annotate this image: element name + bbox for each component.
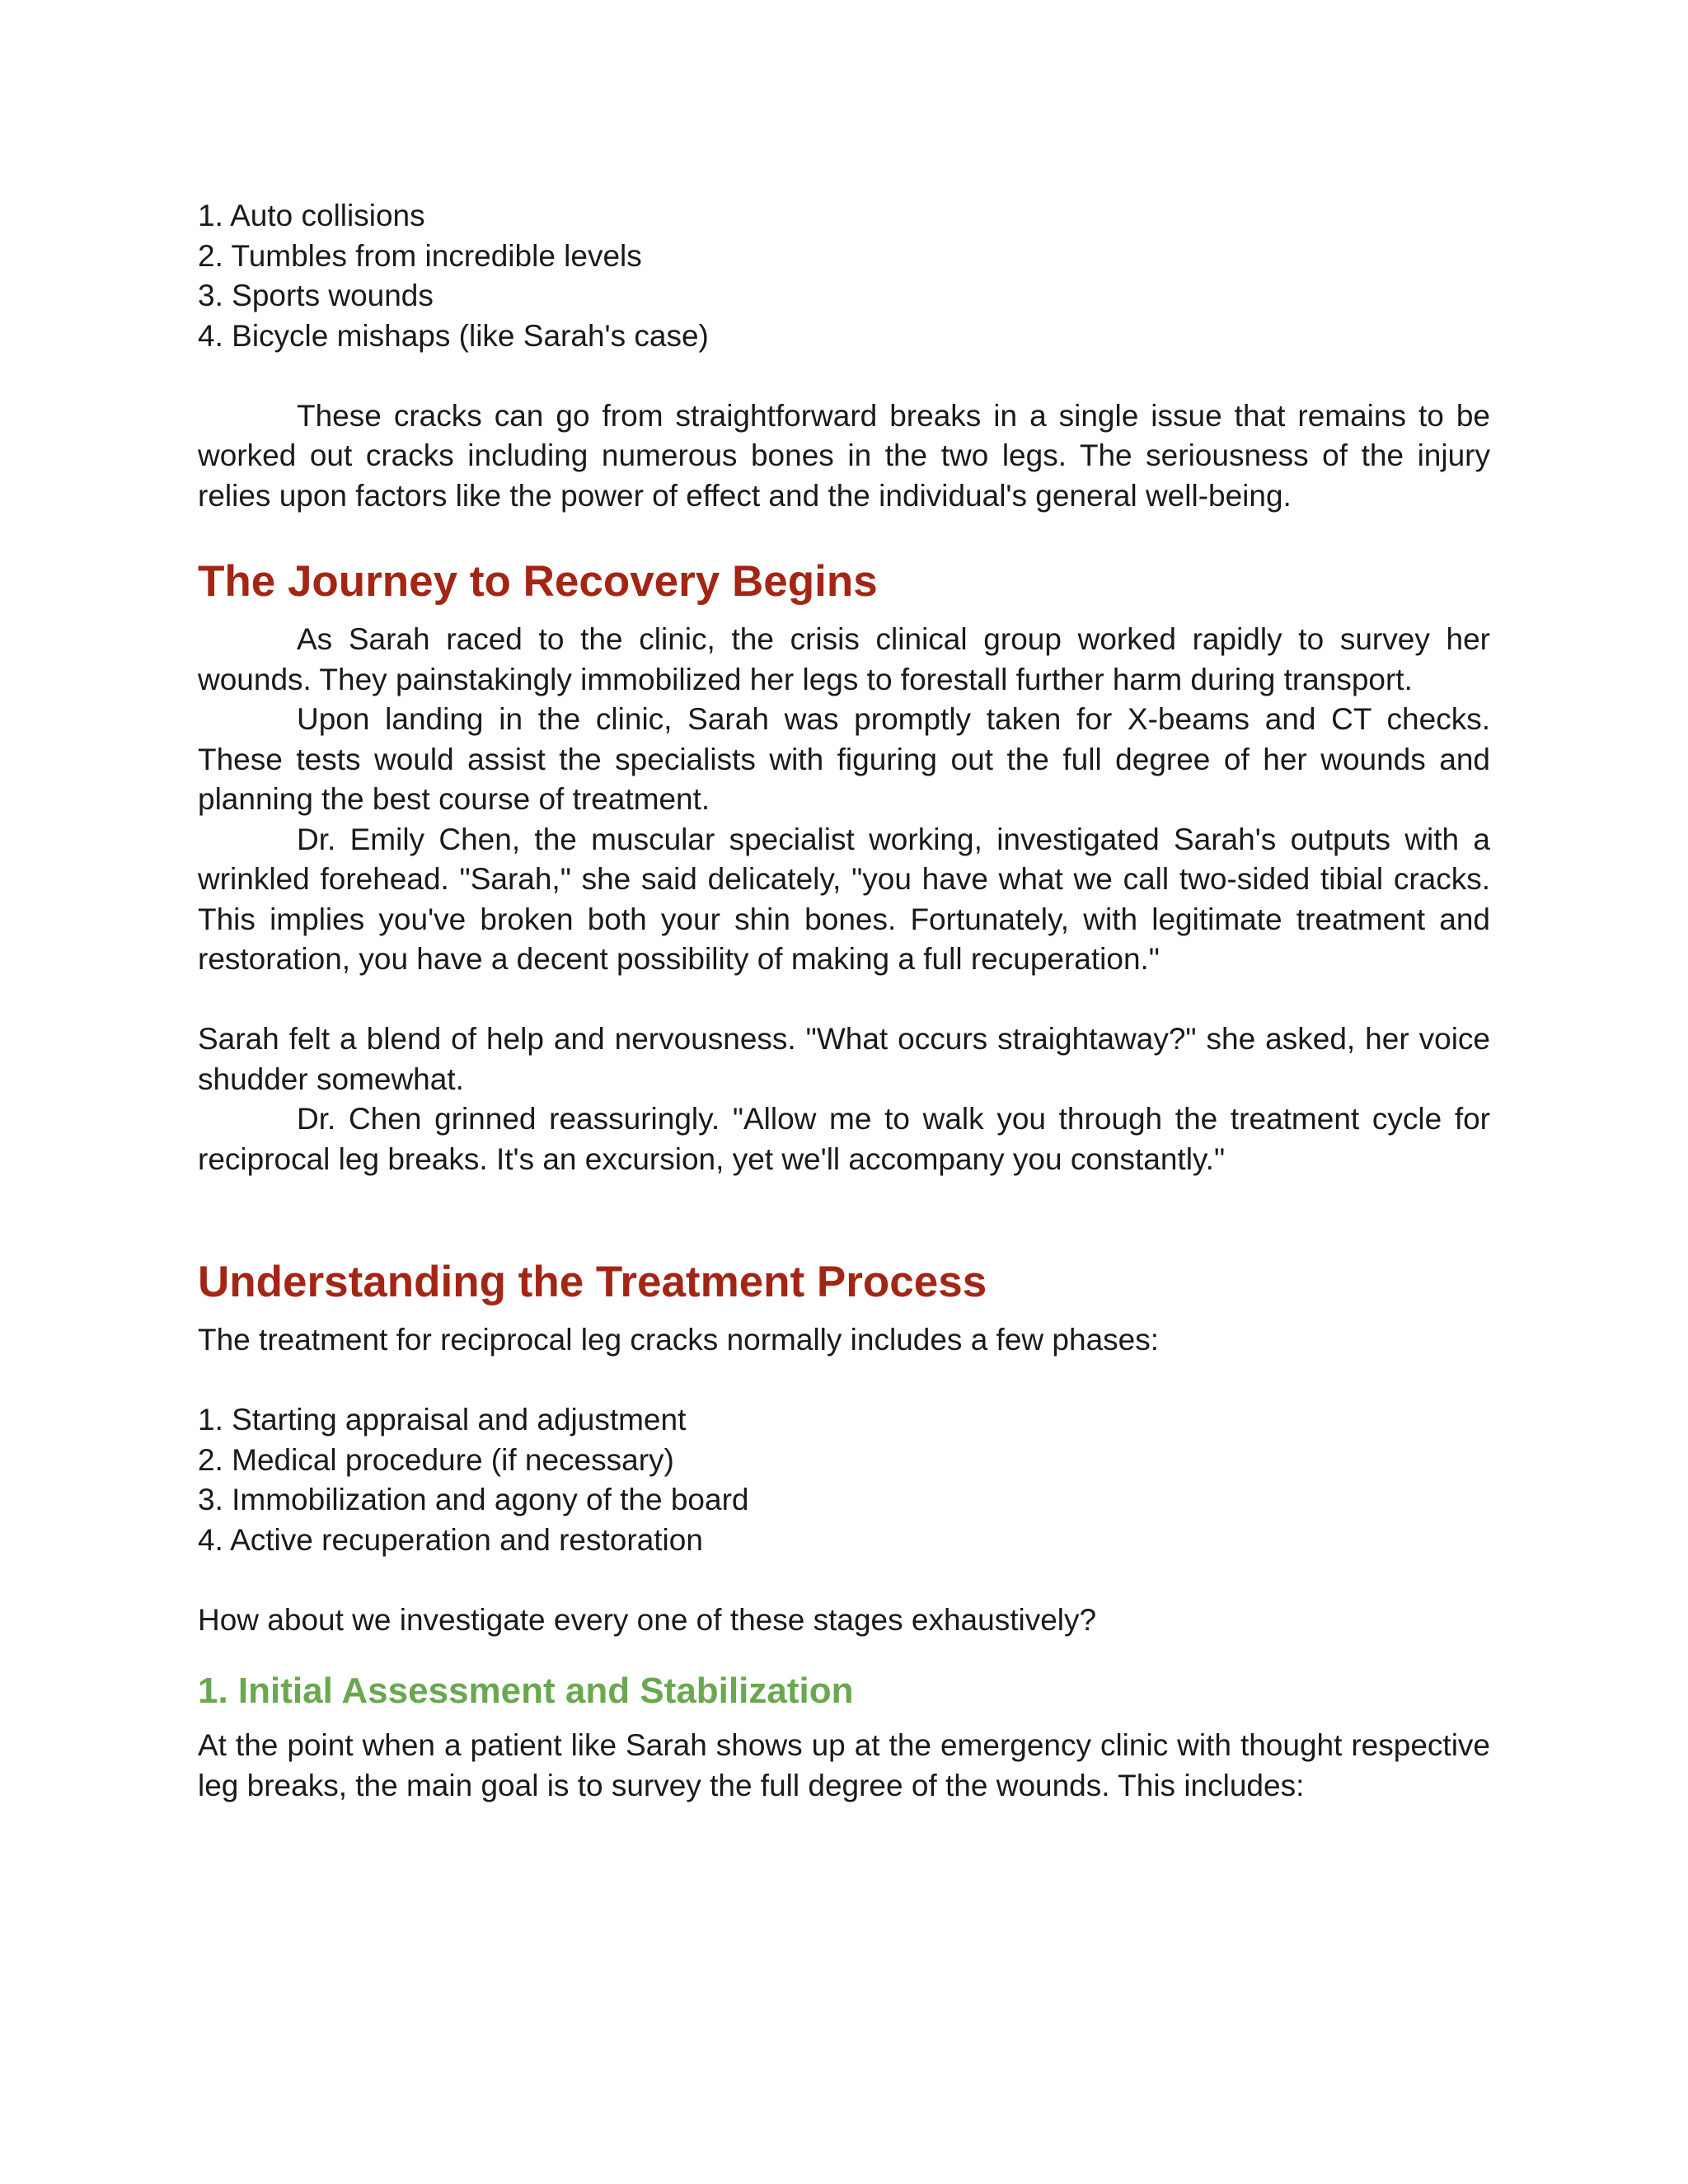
treatment-outro: How about we investigate every one of these stages exhaustively? (198, 1602, 1097, 1637)
chen-paragraph: Dr. Chen grinned reassuringly. "Allow me to walk you through the treatment cycle for reciprocal leg breaks. It's an excursion, yet we'll accompany you constantly." (198, 1102, 1490, 1176)
subsection-heading-assessment: 1. Initial Assessment and Stabilization (198, 1671, 854, 1711)
treatment-intro: The treatment for reciprocal leg cracks normally includes a few phases: (198, 1323, 1160, 1357)
section-heading-treatment: Understanding the Treatment Process (198, 1258, 987, 1306)
paragraph: Upon landing in the clinic, Sarah was promptly taken for X-beams and CT checks. These tests would assist the specialists with figuring out the full degree of her wounds and planning the best course of treatment. (198, 702, 1490, 816)
paragraph: Dr. Emily Chen, the muscular specialist working, investigated Sarah's outputs with a wrinkled forehead. "Sarah," she said delicately, "you have what we call two-sided tibial cracks. This implies you've broken both your shin bones. Fortunately, with legitimate treatment and restoration, you have a decent possibility of making a full recuperation." (198, 822, 1490, 976)
cracks-paragraph: These cracks can go from straightforward breaks in a single issue that remains to be worked out cracks including numerous bones in the two legs. The seriousness of the injury relies upon factors like the power of effect and the individual's general well-being. (198, 398, 1490, 513)
paragraph: As Sarah raced to the clinic, the crisis clinical group worked rapidly to survey her wounds. They painstakingly immobilized her legs to forestall further harm during transport. (198, 622, 1490, 696)
list-item: 4. Bicycle mishaps (like Sarah's case) (198, 318, 709, 353)
list-item: 2. Medical procedure (if necessary) (198, 1442, 674, 1477)
list-item: 4. Active recuperation and restoration (198, 1522, 703, 1557)
sarah-paragraph: Sarah felt a blend of help and nervousness. "What occurs straightaway?" she asked, her voice shudder somewhat. (198, 1022, 1490, 1096)
list-item: 2. Tumbles from incredible levels (198, 238, 642, 273)
list-item: 3. Sports wounds (198, 279, 434, 312)
document-page (198, 196, 1490, 1806)
section-heading-recovery: The Journey to Recovery Begins (198, 557, 878, 606)
causes-list (198, 196, 1490, 356)
list-item: 1. Auto collisions (198, 199, 425, 232)
list-item: 3. Immobilization and agony of the board (198, 1483, 749, 1516)
assessment-paragraph: At the point when a patient like Sarah shows up at the emergency clinic with thought respective leg breaks, the main goal is to survey the full degree of the wounds. This includes: (198, 1728, 1490, 1802)
list-item: 1. Starting appraisal and adjustment (198, 1403, 687, 1436)
phases-list (198, 1400, 1490, 1560)
